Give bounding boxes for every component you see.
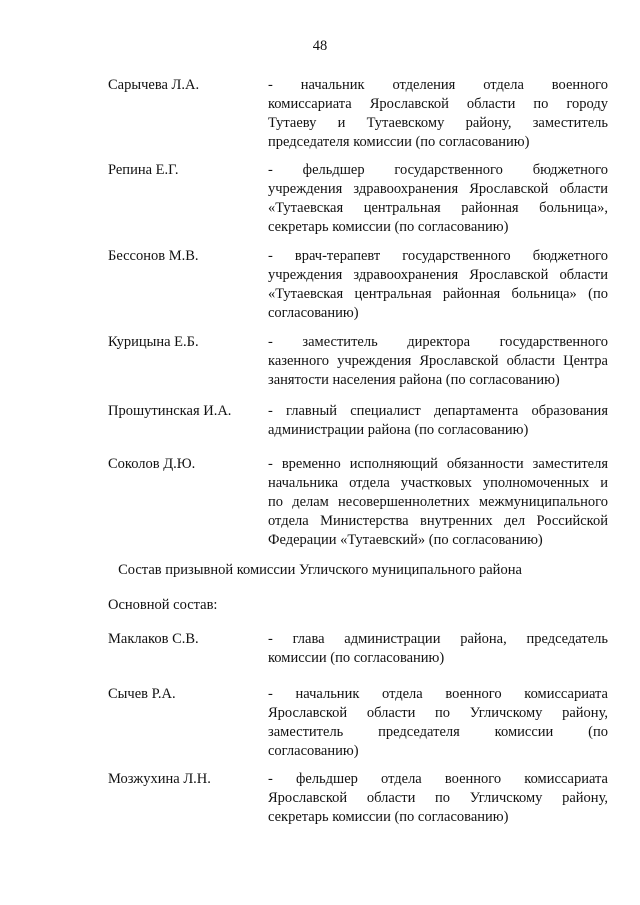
role-line: Ярославской области по Угличскому району, (268, 790, 608, 806)
member-role (268, 770, 608, 827)
role-line: - временно исполняющий обязанности заместителя (268, 456, 608, 472)
role-line: - начальник отделения отдела военного (268, 77, 608, 93)
member-role (268, 685, 608, 761)
member-name: Соколов Д.Ю. (108, 456, 196, 472)
member-role (268, 247, 608, 323)
role-line: учреждения здравоохранения Ярославской области (268, 181, 608, 197)
role-line: - главный специалист департамента образования (268, 403, 608, 419)
page-number: 48 (312, 38, 328, 54)
member-role (268, 455, 608, 550)
member-name: Репина Е.Г. (108, 162, 179, 178)
role-line: «Тутаевская центральная районная больница» (по (268, 286, 608, 302)
member-name: Мозжухина Л.Н. (108, 771, 211, 787)
member-name: Сарычева Л.А. (108, 77, 200, 93)
role-line: - фельдшер отдела военного комиссариата (268, 771, 608, 787)
role-line: комиссариата Ярославской области по городу (268, 96, 608, 112)
member-name: Маклаков С.В. (108, 631, 199, 647)
role-line: - фельдшер государственного бюджетного (268, 162, 608, 178)
member-name: Курицына Е.Б. (108, 334, 199, 350)
member-role (268, 161, 608, 237)
role-line: учреждения здравоохранения Ярославской области (268, 267, 608, 283)
role-line: Федерации «Тутаевский» (по согласованию) (268, 532, 543, 548)
role-line: отдела Министерства внутренних дел Российской (268, 513, 608, 529)
subheading: Основной состав: (108, 597, 218, 613)
role-line: комиссии (по согласованию) (268, 650, 445, 666)
role-line: председателя комиссии (по согласованию) (268, 134, 530, 150)
role-line: заместитель председателя комиссии (по (268, 724, 608, 740)
role-line: Ярославской области по Угличскому району, (268, 705, 608, 721)
role-line: - заместитель директора государственного (268, 334, 608, 350)
member-role (268, 76, 608, 152)
role-line: секретарь комиссии (по согласованию) (268, 219, 509, 235)
role-line: по делам несовершеннолетних межмуниципального (268, 494, 608, 510)
role-line: - глава администрации района, председатель (268, 631, 608, 647)
role-line: Тутаеву и Тутаевскому району, заместитель (268, 115, 608, 131)
member-role (268, 630, 608, 668)
member-name: Прошутинская И.А. (108, 403, 232, 419)
role-line: согласованию) (268, 305, 359, 321)
role-line: занятости населения района (по согласованию) (268, 372, 560, 388)
role-line: «Тутаевская центральная районная больница», (268, 200, 608, 216)
role-line: начальника отдела участковых уполномоченных и (268, 475, 608, 491)
section-heading: Состав призывной комиссии Угличского муниципального района (118, 562, 522, 578)
role-line: казенного учреждения Ярославской области Центра (268, 353, 608, 369)
role-line: секретарь комиссии (по согласованию) (268, 809, 509, 825)
member-role (268, 333, 608, 390)
role-line: - начальник отдела военного комиссариата (268, 686, 608, 702)
member-name: Сычев Р.А. (108, 686, 176, 702)
role-line: администрации района (по согласованию) (268, 422, 529, 438)
role-line: согласованию) (268, 743, 359, 759)
member-name: Бессонов М.В. (108, 248, 199, 264)
role-line: - врач-терапевт государственного бюджетного (268, 248, 608, 264)
member-role (268, 402, 608, 440)
